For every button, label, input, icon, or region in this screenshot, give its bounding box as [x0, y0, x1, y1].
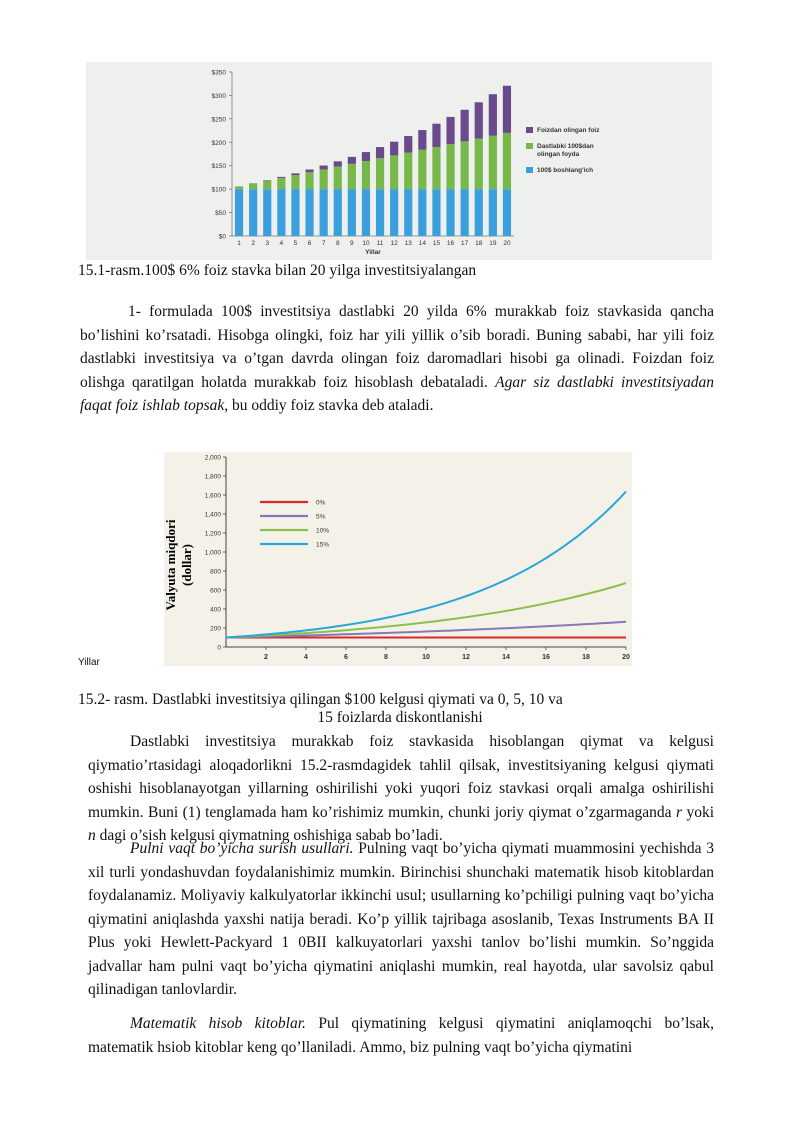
bar-segment-series-2 — [503, 86, 511, 133]
x-tick-label: 12 — [390, 240, 398, 247]
bar-segment-series-0 — [376, 189, 384, 236]
y-tick-label: 1,600 — [204, 492, 221, 500]
figure-2-caption-line1: 15.2- rasm. Dastlabki investitsiya qilingan $100 kelgusi qiymati va 0, 5, 10 va — [78, 691, 563, 708]
bar-segment-series-2 — [489, 94, 497, 136]
bar-segment-series-0 — [503, 189, 511, 236]
bar-segment-series-1 — [404, 153, 412, 190]
x-tick-label: 7 — [321, 240, 326, 247]
x-tick-label: 8 — [335, 240, 340, 247]
bar-segment-series-0 — [291, 189, 299, 236]
bar-segment-series-1 — [305, 172, 313, 189]
y-axis-title-line2: (dollar) — [179, 544, 194, 586]
y-axis-title — [163, 515, 216, 615]
paragraph-compound-interest — [80, 300, 714, 418]
legend-swatch — [526, 167, 533, 173]
x-tick-label: 2 — [264, 654, 268, 661]
bar-segment-series-1 — [475, 139, 483, 190]
bar-segment-series-2 — [461, 110, 469, 142]
bar-segment-series-2 — [305, 170, 313, 173]
legend-label: olingan foyda — [537, 151, 580, 158]
bar-segment-series-0 — [249, 189, 257, 236]
paragraph-text: yoki — [681, 803, 714, 821]
bar-segment-series-1 — [446, 144, 454, 189]
x-tick-label: 12 — [462, 654, 470, 661]
x-tick-label: 9 — [350, 240, 354, 247]
bar-segment-series-1 — [432, 147, 440, 189]
paragraph-math — [88, 1012, 714, 1059]
legend-label: 5% — [316, 513, 326, 521]
legend-label: Dastlabki 100$dan — [537, 143, 594, 150]
legend-swatch — [526, 127, 533, 133]
y-tick-label: $200 — [211, 139, 226, 147]
x-tick-label: 10 — [422, 654, 430, 661]
x-tick-label: 20 — [503, 240, 511, 247]
y-tick-label: $0 — [218, 233, 226, 241]
legend-label: 100$ boshlang'ich — [537, 167, 594, 174]
y-tick-label: 1,400 — [204, 511, 221, 519]
bar-segment-series-0 — [418, 189, 426, 236]
paragraph-text: dagi o’sish kelgusi qiymatning oshishiga sabab bo’ladi. — [95, 827, 443, 844]
bar-segment-series-0 — [432, 189, 440, 236]
bar-segment-series-0 — [320, 189, 328, 236]
y-axis-title-line1: Valyuta miqdori — [163, 519, 178, 611]
y-tick-label: $250 — [211, 116, 226, 124]
x-tick-label: 17 — [461, 240, 469, 247]
y-tick-label: 1,000 — [204, 549, 221, 557]
x-tick-label: 6 — [344, 654, 348, 661]
y-tick-label: $300 — [211, 92, 226, 100]
x-tick-label: 11 — [376, 240, 384, 247]
bar-segment-series-2 — [432, 124, 440, 147]
bar-segment-series-1 — [249, 184, 257, 190]
y-tick-label: 400 — [210, 606, 221, 614]
x-tick-label: 19 — [489, 240, 497, 247]
bar-segment-series-2 — [475, 102, 483, 138]
bar-segment-series-1 — [390, 155, 398, 189]
x-tick-label: 10 — [362, 240, 370, 247]
bar-segment-series-2 — [362, 152, 370, 161]
x-tick-label: 1 — [237, 240, 241, 247]
x-axis-label-outside: Yillar — [78, 657, 100, 668]
paragraph-text: 1- formulada 100$ investitsiya dastlabki 20 yilda 6% murakkab foiz stavkasida qancha bo’lishini ko’rsatadi. Hisobga olingki, foiz har yili yillik o’sib boradi. Buning sababi, har yili foiz dastlabki investitsiya va o’tgan davrda olingan foiz daromadlari hisobi ga olinadi. Foizdan foiz olishga qaratilgan holatda murakkab foiz hisoblash debataladi. — [80, 303, 714, 391]
x-tick-label: 14 — [418, 240, 426, 247]
y-tick-label: 0 — [217, 644, 221, 652]
bar-segment-series-1 — [348, 164, 356, 189]
bar-segment-series-2 — [376, 147, 384, 158]
bar-segment-series-0 — [277, 189, 285, 236]
x-axis-title: Yillar — [365, 249, 381, 256]
bar-segment-series-1 — [376, 158, 384, 189]
bar-segment-series-0 — [390, 189, 398, 236]
bar-segment-series-0 — [263, 189, 271, 236]
variable-r: r — [675, 803, 682, 821]
bar-segment-series-1 — [277, 178, 285, 189]
bar-segment-series-0 — [489, 189, 497, 236]
bar-segment-series-0 — [461, 189, 469, 236]
bar-segment-series-0 — [446, 189, 454, 236]
y-tick-label: 600 — [210, 587, 221, 595]
legend-label: 10% — [316, 527, 330, 535]
figure-2 — [164, 452, 632, 666]
x-tick-label: 6 — [307, 240, 312, 247]
x-tick-label: 16 — [542, 654, 550, 661]
x-tick-label: 2 — [251, 240, 255, 247]
x-tick-label: 3 — [265, 240, 270, 247]
bar-segment-series-2 — [446, 117, 454, 144]
paragraph-text: Dastlabki investitsiya murakkab foiz stavkasida hisoblangan qiymat va kelgusi qiymatio’rtasidagi aloqadorlikni 15.2-rasmdagidek tahlil qilsak, investitsiyaning kelgusi qiymati oshishi hisoblanayotgan yillarning oshirilishi yoki yuqori foiz stavkasi orqali amalga oshirilishi mumkin. Buni (1) tenglamada ham ko’rishimiz mumkin, chunki joriy qiymat o’zgarmaganda — [88, 733, 714, 821]
paragraph-methods — [88, 837, 714, 1002]
paragraph-future-value — [88, 730, 714, 848]
series-line-2 — [226, 583, 626, 637]
y-tick-label: $100 — [211, 186, 226, 194]
bar-segment-series-2 — [320, 166, 328, 170]
legend-label: 0% — [316, 499, 326, 507]
bar-segment-series-0 — [235, 189, 243, 236]
bar-segment-series-1 — [461, 141, 469, 189]
x-tick-label: 4 — [304, 654, 308, 661]
bar-segment-series-0 — [475, 189, 483, 236]
x-tick-label: 5 — [293, 240, 298, 247]
paragraph-tail: , bu oddiy foiz stavka deb ataladi. — [224, 397, 434, 414]
y-tick-label: 2,000 — [204, 454, 221, 462]
figure-1 — [86, 62, 712, 260]
bar-segment-series-0 — [362, 189, 370, 236]
bar-segment-series-0 — [334, 189, 342, 236]
bar-segment-series-2 — [418, 130, 426, 150]
bar-segment-series-1 — [291, 175, 299, 189]
y-tick-label: 800 — [210, 568, 221, 576]
paragraph-heading-italic: Matematik hisob kitoblar. — [130, 1015, 306, 1032]
bar-segment-series-1 — [362, 161, 370, 189]
bar-segment-series-2 — [404, 136, 412, 153]
x-tick-label: 16 — [446, 240, 455, 247]
bar-segment-series-0 — [404, 189, 412, 236]
paragraph-text: Pulning vaqt bo’yicha qiymati muammosini yechishda 3 xil turli yondashuvdan foydalanishimiz mumkin. Birinchisi shunchaki matematik hisob kitoblardan foydalanamiz. Moliyaviy kalkulyatorlar ikkinchi usul; usullarning ko’pchiligi pulning vaqt bo’yicha qiymatini aniqlashda yaxshi natija beradi. Ko’p yillik tajribaga asoslanib, Texas Instruments BA II Plus yoki Hewlett-Packyard 1 0BII kalkuyatorlari yaxshi tanlov bo’lishi mumkin. So’nggida jadvallar ham pulni vaqt bo’yicha qiymatini aniqlashi mumkin, real hayotda, ular savolsiz qabul qilinadigan tanlovlardir. — [88, 840, 714, 998]
y-tick-label: $50 — [215, 210, 226, 218]
bar-segment-series-1 — [320, 169, 328, 189]
paragraph-text: Pul qiymatining kelgusi qiymatini aniqlamoqchi bo’lsak, matematik hsiob kitoblar keng qo’llaniladi. Ammo, biz pulning vaqt bo’yicha qiymatini — [88, 1015, 714, 1056]
bar-segment-series-1 — [503, 133, 511, 189]
y-tick-label: 1,800 — [204, 473, 221, 481]
bar-segment-series-0 — [348, 189, 356, 236]
y-tick-label: 200 — [210, 625, 221, 633]
bar-segment-series-2 — [390, 142, 398, 156]
x-tick-label: 13 — [404, 240, 412, 247]
series-line-3 — [226, 492, 626, 638]
paragraph-italic: Agar siz dastlabki investitsiyadan faqat foiz ishlab topsak — [80, 373, 715, 414]
bar-segment-series-1 — [235, 186, 243, 189]
bar-segment-series-2 — [334, 161, 342, 166]
figure-1-caption: 15.1-rasm.100$ 6% foiz stavka bilan 20 yilga investitsiyalangan — [78, 262, 477, 279]
y-tick-label: 1,200 — [204, 530, 221, 538]
bar-segment-series-1 — [263, 181, 271, 189]
stacked-bar-chart — [86, 62, 712, 260]
figure-2-caption-line2: 15 foizlarda diskontlanishi — [317, 709, 483, 726]
x-tick-label: 4 — [279, 240, 284, 247]
variable-n: n — [88, 827, 96, 844]
bar-segment-series-1 — [489, 136, 497, 189]
legend-label: 15% — [316, 541, 330, 549]
y-tick-label: $150 — [211, 163, 226, 171]
x-tick-label: 18 — [582, 654, 590, 661]
bar-segment-series-2 — [277, 177, 285, 178]
x-tick-label: 20 — [622, 654, 630, 661]
bar-segment-series-1 — [334, 167, 342, 189]
bar-segment-series-2 — [348, 157, 356, 164]
x-tick-label: 18 — [475, 240, 483, 247]
x-tick-label: 14 — [502, 654, 510, 661]
bar-segment-series-0 — [305, 189, 313, 236]
x-tick-label: 15 — [432, 240, 441, 247]
bar-segment-series-2 — [263, 180, 271, 181]
bar-segment-series-2 — [291, 173, 299, 175]
bar-segment-series-1 — [418, 150, 426, 189]
legend-swatch — [526, 143, 533, 149]
legend-label: Foizdan olingan foiz — [537, 127, 600, 134]
line-chart — [164, 452, 632, 666]
x-tick-label: 8 — [384, 654, 388, 661]
paragraph-heading-italic: Pulni vaqt bo’yicha surish usullari. — [130, 840, 354, 857]
y-tick-label: $350 — [211, 69, 226, 77]
